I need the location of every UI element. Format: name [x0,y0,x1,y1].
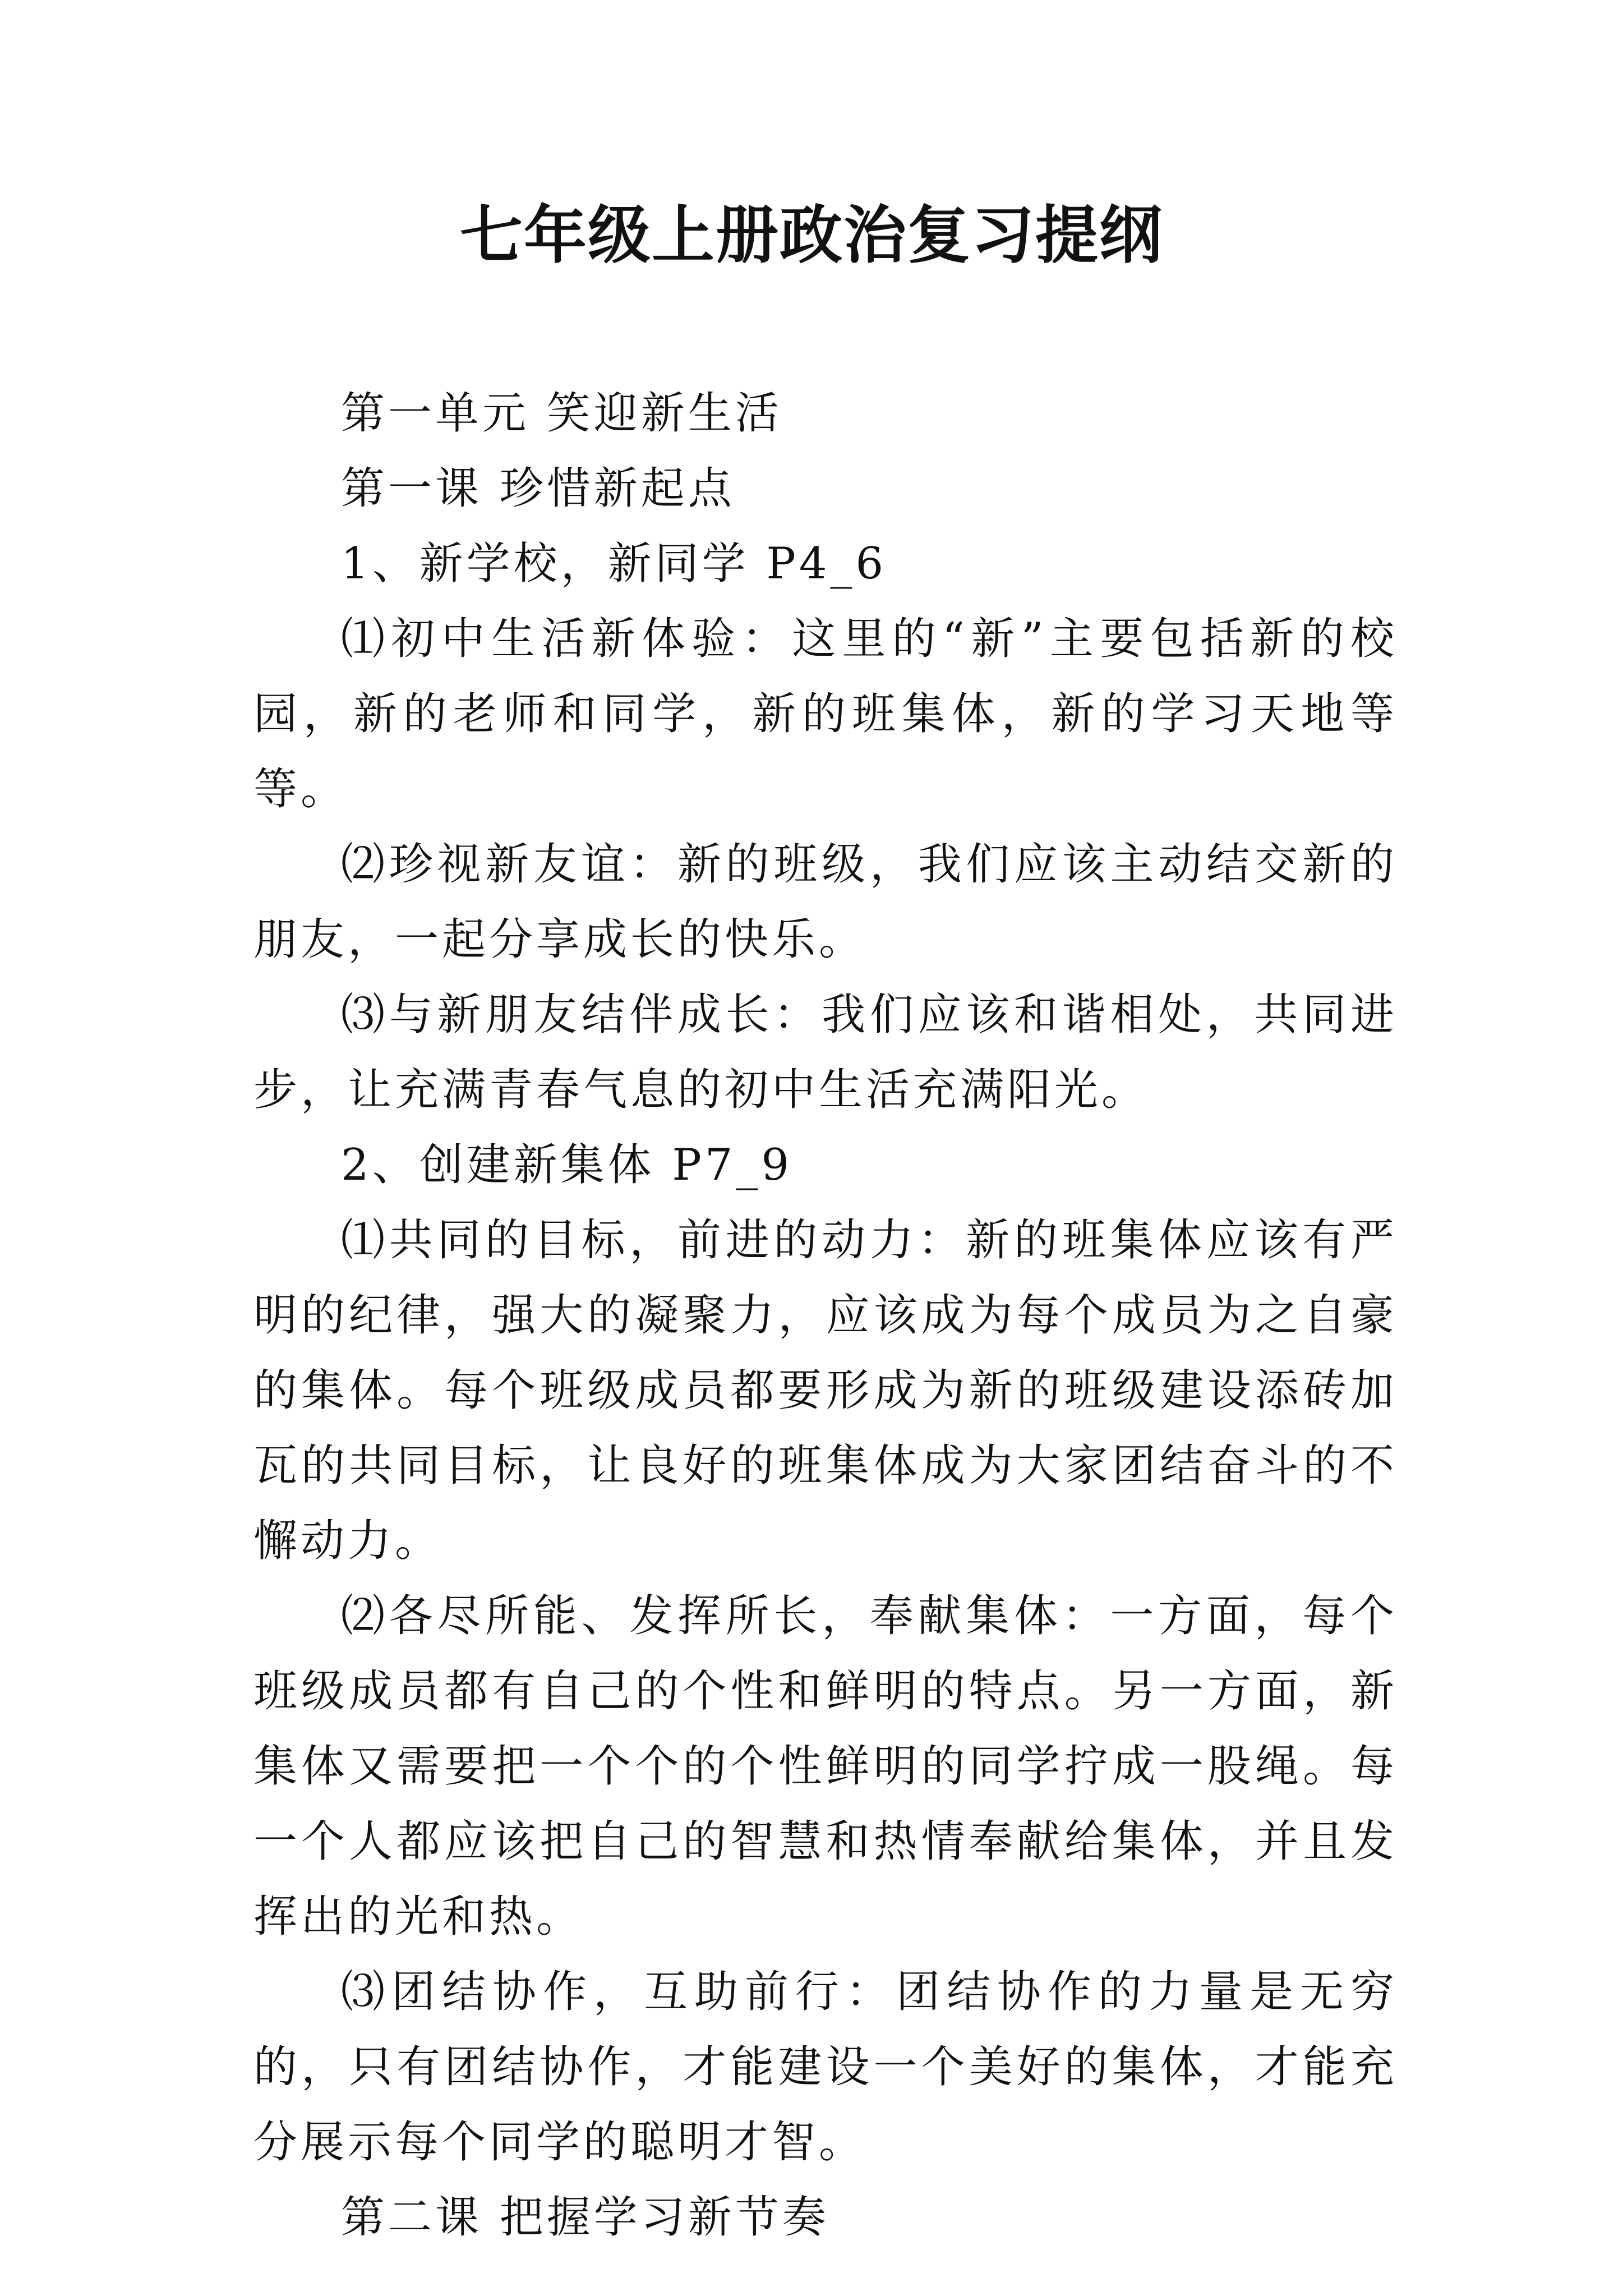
body-paragraph: ⑶与新朋友结伴成长：我们应该和谐相处，共同进步，让充满青春气息的初中生活充满阳光。 [253,990,1398,1115]
body-paragraph: ⑴共同的目标，前进的动力：新的班集体应该有严明的纪律，强大的凝聚力，应该成为每个成员为之自豪的集体。每个班级成员都要形成为新的班级建设添砖加瓦的共同目标，让良好的班集体成为大家团结奋斗的不懈动力。 [253,1215,1398,1566]
section-heading: 1、新学校，新同学 P4_6 [341,539,887,589]
body-paragraph: ⑵珍视新友谊：新的班级，我们应该主动结交新的朋友，一起分享成长的快乐。 [253,839,1398,965]
document-title: 七年级上册政治复习提纲 [460,199,1163,272]
lesson-heading: 第一课 珍惜新起点 [341,463,735,514]
unit-heading: 第一单元 笑迎新生活 [341,388,782,439]
section-heading: 2、创建新集体 P7_9 [341,1140,793,1190]
body-paragraph: ⑵各尽所能、发挥所长，奉献集体：一方面，每个班级成员都有自己的个性和鲜明的特点。另一方面，新集体又需要把一个个的个性鲜明的同学拧成一股绳。每一个人都应该把自己的智慧和热情奉献给集体，并且发挥出的光和热。 [253,1591,1398,1942]
body-paragraph: ⑴初中生活新体验：这里的“新”主要包括新的校园，新的老师和同学，新的班集体，新的学习天地等等。 [253,614,1398,815]
lesson-heading: 第二课 把握学习新节奏 [341,2192,829,2243]
body-paragraph: ⑶团结协作，互助前行：团结协作的力量是无穷的，只有团结协作，才能建设一个美好的集体，才能充分展示每个同学的聪明才智。 [253,1967,1398,2168]
document-body [253,376,1398,2255]
